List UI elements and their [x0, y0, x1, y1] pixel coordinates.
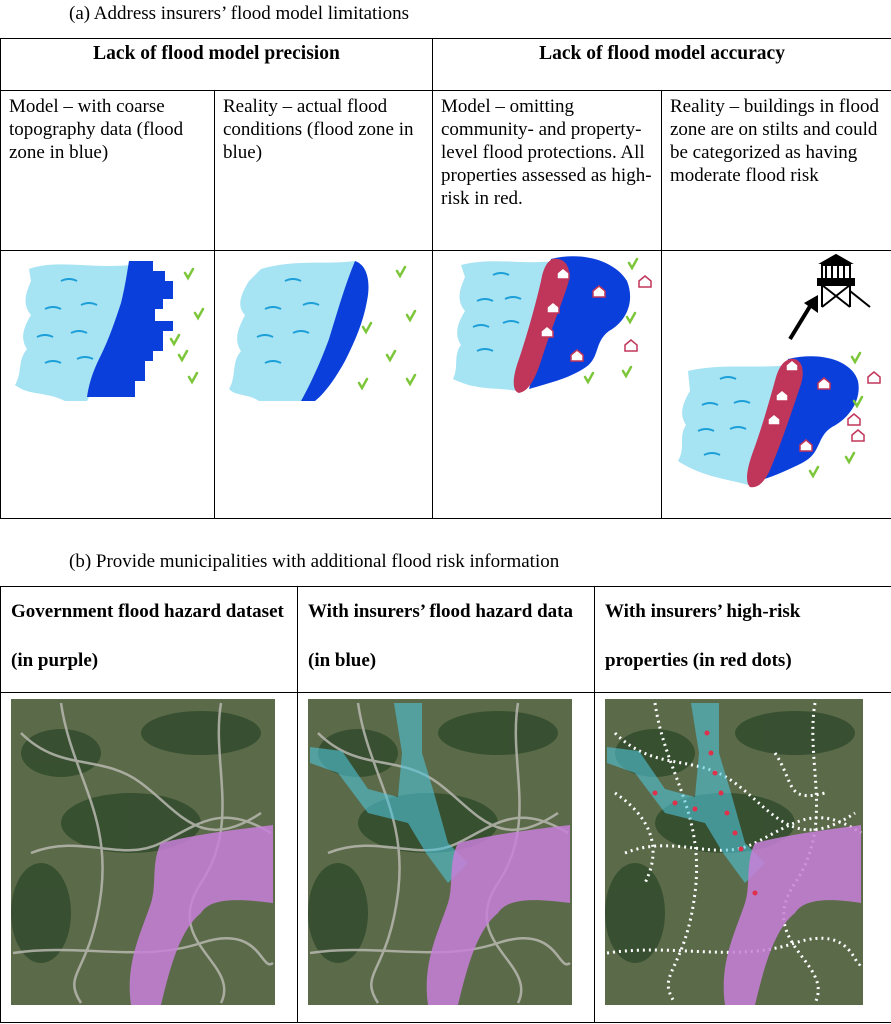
header-insurer-properties: With insurers’ high-risk properties (in red dots) [595, 587, 891, 693]
map-government-dataset [1, 693, 298, 1023]
desc-reality-stilts: Reality – buildings in flood zone are on stilts and could be categorized as having moderate flood risk [662, 91, 891, 251]
header-insurer-hazard: With insurers’ flood hazard data (in blue) [298, 587, 595, 693]
grass-marks [171, 269, 203, 382]
part-a-table [0, 38, 891, 519]
panel-reality-stilts [662, 251, 891, 519]
stilt-building-icon [818, 255, 870, 307]
desc-reality-actual: Reality – actual flood conditions (flood zone in blue) [215, 91, 433, 251]
map-insurer-hazard [298, 693, 595, 1023]
desc-model-coarse: Model – with coarse topography data (flood zone in blue) [1, 91, 215, 251]
precision-header: Lack of flood model precision [1, 39, 433, 91]
panel-model-coarse [1, 251, 215, 519]
desc-model-omitting: Model – omitting community- and property-level flood protections. All properties assessed as high-risk in red. [433, 91, 662, 251]
panel-model-omitting [433, 251, 662, 519]
panel-reality-actual [215, 251, 433, 519]
arrow-to-stilts [790, 303, 812, 339]
map-insurer-properties [595, 693, 891, 1023]
part-a-caption: (a) Address insurers’ flood model limitations [69, 3, 410, 24]
part-b-caption: (b) Provide municipalities with additional flood risk information [69, 551, 560, 572]
accuracy-header: Lack of flood model accuracy [433, 39, 891, 91]
part-b-table [0, 586, 891, 1023]
header-government-dataset: Government flood hazard dataset (in purple) [1, 587, 298, 693]
